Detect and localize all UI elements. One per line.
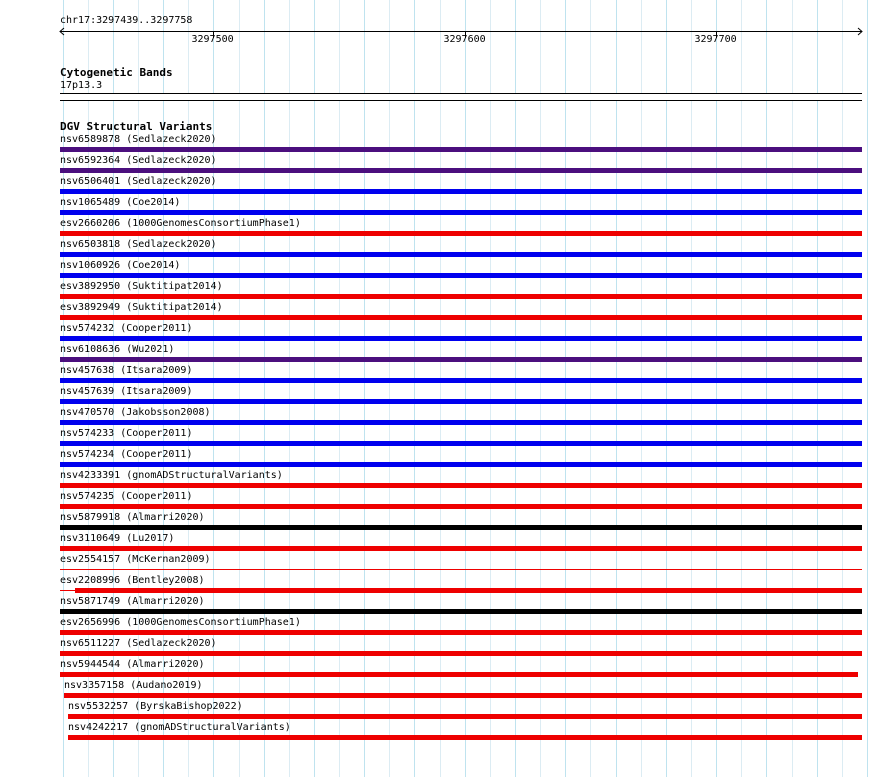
sv-label[interactable]: esv2554157 (McKernan2009) bbox=[60, 554, 211, 565]
sv-bar[interactable] bbox=[60, 315, 862, 320]
sv-id: nsv1060926 bbox=[60, 260, 121, 271]
sv-bar[interactable] bbox=[60, 462, 862, 467]
sv-label[interactable]: nsv4233391 (gnomADStructuralVariants) bbox=[60, 470, 283, 481]
sv-bar[interactable] bbox=[60, 672, 858, 677]
sv-bar[interactable] bbox=[60, 273, 862, 278]
sv-study: Sedlazeck2020 bbox=[132, 176, 211, 187]
sv-label[interactable]: nsv6503818 (Sedlazeck2020) bbox=[60, 239, 217, 250]
sv-study: Coe2014 bbox=[132, 260, 175, 271]
sv-bar[interactable] bbox=[60, 378, 862, 383]
sv-label[interactable]: nsv574234 (Cooper2011) bbox=[60, 449, 193, 460]
sv-study: Coe2014 bbox=[132, 197, 175, 208]
sv-label[interactable]: nsv3110649 (Lu2017) bbox=[60, 533, 175, 544]
sv-label[interactable]: nsv574233 (Cooper2011) bbox=[60, 428, 193, 439]
sv-bar[interactable] bbox=[60, 336, 862, 341]
sv-id: nsv4242217 bbox=[68, 722, 129, 733]
sv-id: nsv5532257 bbox=[68, 701, 129, 712]
sv-id: nsv457638 bbox=[60, 365, 115, 376]
sv-label[interactable]: esv2208996 (Bentley2008) bbox=[60, 575, 205, 586]
locus-label: chr17:3297439..3297758 bbox=[60, 15, 193, 26]
sv-bar[interactable] bbox=[60, 609, 862, 614]
sv-id: nsv6592364 bbox=[60, 155, 121, 166]
sv-study: Sedlazeck2020 bbox=[132, 134, 211, 145]
sv-label[interactable]: nsv6592364 (Sedlazeck2020) bbox=[60, 155, 217, 166]
sv-id: nsv470570 bbox=[60, 407, 115, 418]
sv-label[interactable]: nsv470570 (Jakobsson2008) bbox=[60, 407, 211, 418]
sv-study: Sedlazeck2020 bbox=[132, 239, 211, 250]
sv-bar[interactable] bbox=[60, 147, 862, 152]
sv-label[interactable]: nsv5879918 (Almarri2020) bbox=[60, 512, 205, 523]
sv-id: nsv4233391 bbox=[60, 470, 121, 481]
sv-id: nsv6506401 bbox=[60, 176, 121, 187]
sv-bar[interactable] bbox=[60, 294, 862, 299]
sv-label[interactable]: nsv5944544 (Almarri2020) bbox=[60, 659, 205, 670]
sv-id: nsv5944544 bbox=[60, 659, 121, 670]
sv-label[interactable]: nsv5871749 (Almarri2020) bbox=[60, 596, 205, 607]
sv-bar[interactable] bbox=[60, 525, 862, 530]
cytoband-bar[interactable] bbox=[60, 93, 862, 101]
sv-id: nsv574235 bbox=[60, 491, 115, 502]
sv-bar[interactable] bbox=[60, 546, 862, 551]
sv-bar[interactable] bbox=[68, 714, 862, 719]
sv-study: Lu2017 bbox=[132, 533, 169, 544]
sv-label[interactable]: nsv457639 (Itsara2009) bbox=[60, 386, 193, 397]
sv-id: esv2554157 bbox=[60, 554, 121, 565]
sv-study: Jakobsson2008 bbox=[126, 407, 205, 418]
sv-bar[interactable] bbox=[68, 735, 862, 740]
sv-id: nsv574233 bbox=[60, 428, 115, 439]
ruler-tick-label: 3297600 bbox=[443, 34, 486, 45]
sv-study: Suktitipat2014 bbox=[132, 302, 217, 313]
sv-study: Cooper2011 bbox=[126, 491, 187, 502]
sv-bar[interactable] bbox=[60, 630, 862, 635]
sv-id: nsv3110649 bbox=[60, 533, 121, 544]
sv-label[interactable]: nsv1060926 (Coe2014) bbox=[60, 260, 181, 271]
sv-id: nsv6511227 bbox=[60, 638, 121, 649]
sv-label[interactable]: nsv6108636 (Wu2021) bbox=[60, 344, 175, 355]
sv-study: 1000GenomesConsortiumPhase1 bbox=[132, 617, 295, 628]
sv-id: nsv457639 bbox=[60, 386, 115, 397]
sv-bar[interactable] bbox=[60, 441, 862, 446]
sv-study: Suktitipat2014 bbox=[132, 281, 217, 292]
sv-bar[interactable] bbox=[60, 210, 862, 215]
sv-label[interactable]: nsv3357158 (Audano2019) bbox=[64, 680, 203, 691]
sv-study: Itsara2009 bbox=[126, 386, 187, 397]
sv-label[interactable]: nsv6511227 (Sedlazeck2020) bbox=[60, 638, 217, 649]
sv-label[interactable]: nsv574235 (Cooper2011) bbox=[60, 491, 193, 502]
sv-label[interactable]: esv3892949 (Suktitipat2014) bbox=[60, 302, 223, 313]
sv-label[interactable]: esv3892950 (Suktitipat2014) bbox=[60, 281, 223, 292]
sv-label[interactable]: nsv6589878 (Sedlazeck2020) bbox=[60, 134, 217, 145]
sv-id: esv3892950 bbox=[60, 281, 121, 292]
sv-study: Sedlazeck2020 bbox=[132, 638, 211, 649]
sv-id: nsv6503818 bbox=[60, 239, 121, 250]
cytoband-label: 17p13.3 bbox=[60, 80, 103, 91]
sv-id: nsv5879918 bbox=[60, 512, 121, 523]
sv-label[interactable]: esv2660206 (1000GenomesConsortiumPhase1) bbox=[60, 218, 301, 229]
sv-id: nsv574232 bbox=[60, 323, 115, 334]
sv-bar[interactable] bbox=[60, 483, 862, 488]
sv-study: gnomADStructuralVariants bbox=[140, 722, 285, 733]
sv-id: esv2656996 bbox=[60, 617, 121, 628]
sv-study: Cooper2011 bbox=[126, 449, 187, 460]
sv-study: Almarri2020 bbox=[132, 659, 199, 670]
sv-study: Sedlazeck2020 bbox=[132, 155, 211, 166]
sv-label[interactable]: nsv574232 (Cooper2011) bbox=[60, 323, 193, 334]
sv-bar[interactable] bbox=[60, 420, 862, 425]
sv-bar[interactable] bbox=[60, 231, 862, 236]
sv-bar[interactable] bbox=[60, 252, 862, 257]
sv-bar[interactable] bbox=[60, 399, 862, 404]
sv-id: esv2660206 bbox=[60, 218, 121, 229]
sv-bar[interactable] bbox=[60, 504, 862, 509]
sv-bar[interactable] bbox=[60, 168, 862, 173]
sv-id: esv2208996 bbox=[60, 575, 121, 586]
sv-label[interactable]: nsv457638 (Itsara2009) bbox=[60, 365, 193, 376]
sv-id: esv3892949 bbox=[60, 302, 121, 313]
sv-id: nsv574234 bbox=[60, 449, 115, 460]
sv-bar[interactable] bbox=[60, 651, 862, 656]
sv-study: McKernan2009 bbox=[132, 554, 205, 565]
sv-id: nsv6589878 bbox=[60, 134, 121, 145]
sv-study: Almarri2020 bbox=[132, 512, 199, 523]
sv-label[interactable]: nsv4242217 (gnomADStructuralVariants) bbox=[68, 722, 291, 733]
ruler-tick-label: 3297700 bbox=[694, 34, 737, 45]
dgv-track-title[interactable]: DGV Structural Variants bbox=[60, 120, 213, 133]
sv-label[interactable]: nsv6506401 (Sedlazeck2020) bbox=[60, 176, 217, 187]
sv-id: nsv6108636 bbox=[60, 344, 121, 355]
sv-label[interactable]: esv2656996 (1000GenomesConsortiumPhase1) bbox=[60, 617, 301, 628]
sv-label[interactable]: nsv1065489 (Coe2014) bbox=[60, 197, 181, 208]
ruler-tick-label: 3297500 bbox=[191, 34, 234, 45]
sv-study: Audano2019 bbox=[136, 680, 197, 691]
sv-bar-thin-segment[interactable] bbox=[60, 590, 76, 591]
sv-bar[interactable] bbox=[64, 693, 862, 698]
sv-study: Almarri2020 bbox=[132, 596, 199, 607]
sv-study: Bentley2008 bbox=[132, 575, 199, 586]
sv-study: Itsara2009 bbox=[126, 365, 187, 376]
sv-study: Cooper2011 bbox=[126, 323, 187, 334]
sv-study: ByrskaBishop2022 bbox=[140, 701, 237, 712]
sv-label[interactable]: nsv5532257 (ByrskaBishop2022) bbox=[68, 701, 243, 712]
sv-study: 1000GenomesConsortiumPhase1 bbox=[132, 218, 295, 229]
sv-id: nsv3357158 bbox=[64, 680, 125, 691]
sv-bar[interactable] bbox=[75, 588, 862, 593]
sv-bar[interactable] bbox=[60, 189, 862, 194]
sv-study: Cooper2011 bbox=[126, 428, 187, 439]
sv-bar[interactable] bbox=[60, 357, 862, 362]
sv-study: Wu2021 bbox=[132, 344, 169, 355]
sv-bar[interactable] bbox=[60, 569, 862, 570]
cytoband-track-title[interactable]: Cytogenetic Bands bbox=[60, 66, 173, 79]
sv-id: nsv5871749 bbox=[60, 596, 121, 607]
sv-study: gnomADStructuralVariants bbox=[132, 470, 277, 481]
sv-id: nsv1065489 bbox=[60, 197, 121, 208]
